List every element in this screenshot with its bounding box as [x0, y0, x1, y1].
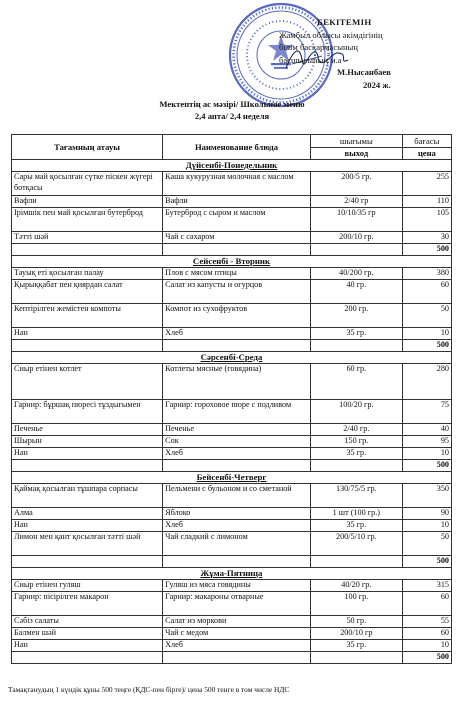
- table-row: [12, 616, 452, 628]
- dish-name-kz: Тауық еті қосылған палау: [12, 268, 163, 280]
- empty-cell: [12, 340, 163, 352]
- dish-name-ru: Котлеты мясные (говядина): [163, 364, 311, 400]
- menu-body: [12, 160, 452, 664]
- approval-block: [279, 16, 459, 91]
- header-price-ru: цена: [402, 148, 451, 160]
- dish-price: 55: [402, 616, 451, 628]
- dish-name-ru: Чай сладкий с лимоном: [163, 532, 311, 556]
- approval-line: Жамбыл облысы әкімдігінің: [279, 29, 383, 40]
- dish-name-kz: Алма: [12, 508, 163, 520]
- dish-output: 200/10 гр.: [310, 232, 402, 244]
- dish-name-ru: Каша кукурузная молочная с маслом: [163, 172, 311, 196]
- table-row: [12, 628, 452, 640]
- header-kz-dish: Тағамның атауы: [12, 135, 163, 160]
- approval-heading: БЕКІТЕМІН: [317, 17, 372, 27]
- dish-output: 35 гр.: [310, 640, 402, 652]
- dish-output: 40/200 гр.: [310, 268, 402, 280]
- dish-name-ru: Вафли: [163, 196, 311, 208]
- dish-output: 2/40 гр: [310, 196, 402, 208]
- empty-cell: [310, 652, 402, 664]
- empty-cell: [163, 460, 311, 472]
- day-total-row: [12, 340, 452, 352]
- dish-name-kz: Сиыр етінен гуляш: [12, 580, 163, 592]
- empty-cell: [163, 340, 311, 352]
- menu-table: [11, 134, 452, 664]
- dish-output: 200/5 гр.: [310, 172, 402, 196]
- approval-line: білім басқармасының: [279, 42, 358, 52]
- approval-line: басшысының м.а: [279, 54, 342, 65]
- day-total-row: [12, 244, 452, 256]
- day-total: 500: [402, 556, 451, 568]
- table-row: [12, 196, 452, 208]
- day-total-row: [12, 652, 452, 664]
- table-row: [12, 532, 452, 556]
- day-name: Бейсенбі-Четверг: [12, 472, 452, 484]
- title-line-2: 2,4 апта/ 2,4 неделя: [194, 111, 270, 121]
- table-row: [12, 400, 452, 424]
- day-header-row: [12, 160, 452, 172]
- table-row: [12, 436, 452, 448]
- dish-name-ru: Бутерброд с сыром и маслом: [163, 208, 311, 232]
- dish-output: 60 гр.: [310, 364, 402, 400]
- dish-output: 200/5/10 гр.: [310, 532, 402, 556]
- dish-name-kz: Гарнир: бұршақ пюресі тұздығымен: [12, 400, 163, 424]
- dish-price: 255: [402, 172, 451, 196]
- dish-name-kz: Нан: [12, 640, 163, 652]
- dish-name-kz: Печенье: [12, 424, 163, 436]
- header-output-kz: шығымы: [310, 135, 402, 148]
- dish-price: 10: [402, 640, 451, 652]
- dish-name-ru: Компот из сухофруктов: [163, 304, 311, 328]
- dish-price: 380: [402, 268, 451, 280]
- dish-name-kz: Гарнир: пісірілген макарон: [12, 592, 163, 616]
- empty-cell: [12, 460, 163, 472]
- dish-output: 40/20 гр.: [310, 580, 402, 592]
- table-row: [12, 592, 452, 616]
- dish-output: 100/20 гр.: [310, 400, 402, 424]
- day-total: 500: [402, 340, 451, 352]
- dish-output: 35 гр.: [310, 448, 402, 460]
- dish-price: 10: [402, 328, 451, 340]
- table-row: [12, 172, 452, 196]
- table-row: [12, 364, 452, 400]
- empty-cell: [163, 556, 311, 568]
- empty-cell: [310, 460, 402, 472]
- day-name: Сәрсенбі-Среда: [12, 352, 452, 364]
- dish-name-ru: Хлеб: [163, 520, 311, 532]
- table-row: [12, 484, 452, 508]
- table-row: [12, 424, 452, 436]
- day-header-row: [12, 256, 452, 268]
- dish-price: 90: [402, 508, 451, 520]
- table-row: [12, 580, 452, 592]
- table-row: [12, 520, 452, 532]
- dish-output: 100 гр.: [310, 592, 402, 616]
- day-name: Дүйсенбі-Понедельник: [12, 160, 452, 172]
- table-row: [12, 448, 452, 460]
- header-price-kz: бағасы: [402, 135, 451, 148]
- empty-cell: [163, 244, 311, 256]
- table-row: [12, 280, 452, 304]
- table-row: [12, 232, 452, 244]
- dish-output: 200/10 гр: [310, 628, 402, 640]
- dish-name-kz: Нан: [12, 520, 163, 532]
- dish-output: 35 гр.: [310, 520, 402, 532]
- table-row: [12, 508, 452, 520]
- header-ru-dish: Наименование блюда: [163, 135, 311, 160]
- day-name: Сейсенбі - Вторник: [12, 256, 452, 268]
- dish-name-ru: Гарнир: макароны отварные: [163, 592, 311, 616]
- table-row: [12, 328, 452, 340]
- price-footnote: Тамақтанудың 1 күндік құны 500 теңге (ҚДС-пен бірге)/ цена 500 тенге в том числе НДС: [8, 685, 290, 694]
- day-total-row: [12, 460, 452, 472]
- approver-name: М.Нысанбаев: [337, 67, 391, 77]
- dish-output: 1 шт (100 гр.): [310, 508, 402, 520]
- dish-name-kz: Нан: [12, 448, 163, 460]
- dish-name-kz: Кептірілген жемістен компоты: [12, 304, 163, 328]
- empty-cell: [310, 340, 402, 352]
- empty-cell: [310, 244, 402, 256]
- dish-price: 10: [402, 520, 451, 532]
- dish-output: 10/10/35 гр: [310, 208, 402, 232]
- dish-price: 60: [402, 628, 451, 640]
- dish-name-kz: Қырыққабат пен қиярдан салат: [12, 280, 163, 304]
- dish-name-ru: Салат из капусты и огурцов: [163, 280, 311, 304]
- empty-cell: [163, 652, 311, 664]
- day-total: 500: [402, 460, 451, 472]
- dish-name-kz: Нан: [12, 328, 163, 340]
- dish-price: 280: [402, 364, 451, 400]
- day-total-row: [12, 556, 452, 568]
- table-row: [12, 268, 452, 280]
- dish-name-kz: Лимон мен қант қосылған тәтті шәй: [12, 532, 163, 556]
- dish-price: 60: [402, 592, 451, 616]
- dish-price: 315: [402, 580, 451, 592]
- dish-output: 2/40 гр.: [310, 424, 402, 436]
- dish-name-ru: Яблоко: [163, 508, 311, 520]
- dish-price: 95: [402, 436, 451, 448]
- document-title: [0, 98, 464, 122]
- dish-price: 40: [402, 424, 451, 436]
- dish-price: 105: [402, 208, 451, 232]
- dish-output: 200 гр.: [310, 304, 402, 328]
- dish-name-ru: Хлеб: [163, 640, 311, 652]
- table-row: [12, 208, 452, 232]
- dish-output: 130/75/5 гр.: [310, 484, 402, 508]
- day-header-row: [12, 568, 452, 580]
- dish-name-kz: Сиыр етінен котлет: [12, 364, 163, 400]
- day-total: 500: [402, 652, 451, 664]
- empty-cell: [12, 244, 163, 256]
- dish-name-ru: Чай с медом: [163, 628, 311, 640]
- dish-price: 110: [402, 196, 451, 208]
- day-name: Жұма-Пятница: [12, 568, 452, 580]
- table-row: [12, 640, 452, 652]
- dish-name-ru: Пельмени с бульоном и со сметаной: [163, 484, 311, 508]
- dish-name-kz: Балмен шәй: [12, 628, 163, 640]
- dish-name-ru: Печенье: [163, 424, 311, 436]
- dish-name-ru: Салат из моркови: [163, 616, 311, 628]
- dish-name-kz: Тәтті шәй: [12, 232, 163, 244]
- approval-year: 2024 ж.: [363, 79, 391, 90]
- title-line-1: Мектептің ас мәзірі/ Школьное меню: [159, 99, 305, 109]
- dish-price: 60: [402, 280, 451, 304]
- dish-name-kz: Ірімшік пен май қосылған бутерброд: [12, 208, 163, 232]
- dish-price: 30: [402, 232, 451, 244]
- dish-price: 50: [402, 532, 451, 556]
- dish-name-ru: Гарнир: гороховое пюре с подливом: [163, 400, 311, 424]
- empty-cell: [310, 556, 402, 568]
- dish-name-ru: Гуляш из мяса говядины: [163, 580, 311, 592]
- day-total: 500: [402, 244, 451, 256]
- dish-name-ru: Сок: [163, 436, 311, 448]
- dish-name-ru: Плов с мясом птицы: [163, 268, 311, 280]
- empty-cell: [12, 556, 163, 568]
- day-header-row: [12, 472, 452, 484]
- dish-price: 50: [402, 304, 451, 328]
- dish-name-ru: Хлеб: [163, 448, 311, 460]
- dish-price: 10: [402, 448, 451, 460]
- dish-name-kz: Вафли: [12, 196, 163, 208]
- dish-output: 150 гр.: [310, 436, 402, 448]
- dish-price: 75: [402, 400, 451, 424]
- dish-name-ru: Чай с сахаром: [163, 232, 311, 244]
- header-output-ru: выход: [310, 148, 402, 160]
- table-row: [12, 304, 452, 328]
- dish-price: 350: [402, 484, 451, 508]
- dish-name-ru: Хлеб: [163, 328, 311, 340]
- dish-output: 35 гр.: [310, 328, 402, 340]
- dish-name-kz: Шырын: [12, 436, 163, 448]
- dish-name-kz: Сары май қосылған сүтке піскен жүгері ботқасы: [12, 172, 163, 196]
- empty-cell: [12, 652, 163, 664]
- dish-name-kz: Қаймақ қосылған тұшпара сорпасы: [12, 484, 163, 508]
- dish-output: 50 гр.: [310, 616, 402, 628]
- day-header-row: [12, 352, 452, 364]
- dish-name-kz: Сәбіз салаты: [12, 616, 163, 628]
- dish-output: 40 гр.: [310, 280, 402, 304]
